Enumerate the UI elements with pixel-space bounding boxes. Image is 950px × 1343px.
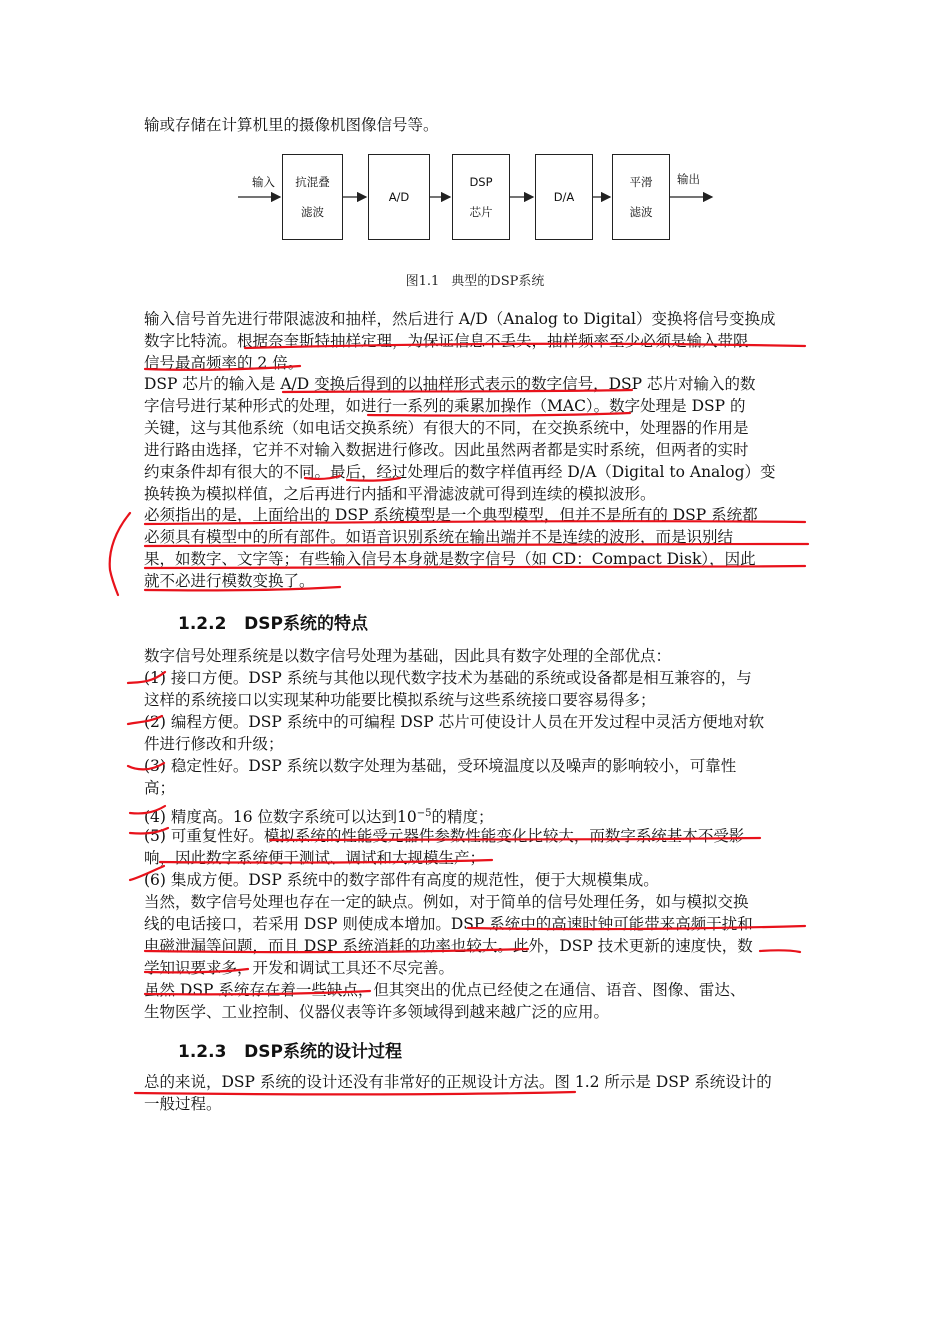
figure-caption: 图1.1 典型的DSP系统 [405, 274, 545, 289]
smoothing-filter-block: 平滑 滤波 [612, 154, 670, 240]
section-heading-1-2-2: 1.2.2 DSP系统的特点 [178, 614, 368, 634]
dsp-chip-block: DSP 芯片 [452, 154, 510, 240]
features-list: 数字信号处理系统是以数字信号处理为基础，因此具有数字处理的全部优点： (1) 接口方便。DSP 系统与其他以现代数字技术为基础的系统或设备都是相互兼容的，与 这样的系统接口以实现某种功能要比模拟系统与这些系统接口要容易得多； (2) 编程方便。DSP 系统中的可编程 DSP 芯片可使设计人员在开发过程中灵活方便地对软 件进行修改和升级； (3) 稳定性好。DSP 系统以数字处理为基础，受环境温度以及噪声的影响较小，可靠性 高； (4) 精度高。16 位数字系统可以达到$10^{-5}$的精度； (5) 可重复性好。模拟系统的性能受元器件参数性能变化比较大，而数字系统基本不受影 响，因此数字系统便于测试、调试和大规模生产； (6) 集成方便。DSP 系统中的数字部件有高度的规范性，便于大规模集成。 当然，数字信号处理也存在一定的缺点。例如，对于简单的信号处理任务，如与模拟交换 线的电话接口，若采用 DSP 则使成本增加。DSP 系统中的高速时钟可能带来高频干扰和 电磁泄漏等问题，而且 DSP 系统消耗的功率也较大。此外，DSP 技术更新的速度快，数 学知识要求多，开发和调试工具还不尽完善。 虽然 DSP 系统存在着一些缺点，但其突出的优点已经使之在通信、语音、图像、雷达、 生物医学、工业控制、仪器仪表等许多领域得到越来越广泛的应用。 [144, 645, 804, 1023]
paragraph-model-note: 必须指出的是，上面给出的 DSP 系统模型是一个典型模型，但并不是所有的 DSP 系统都 必须具有模型中的所有部件。如语音识别系统在输出端并不是连续的波形，而是识别结 果，如数字、文字等；有些输入信号本身就是数字信号（如 CD：Compact Disk），因此 就不必进行模数变换了。 [144, 506, 758, 590]
paragraph-dsp-chip: DSP 芯片的输入是 A/D 变换后得到的以抽样形式表示的数字信号，DSP 芯片对输入的数 字信号进行某种形式的处理，如进行一系列的乘累加操作（MAC）。数字处理是 DSP 的 关键，这与其他系统（如电话交换系统）有很大的不同，在交换系统中，处理器的作用是 进行路由选择，它并不对输入数据进行修改。因此虽然两者都是实时系统，但两者的实时 约束条件却有很大的不同。最后，经过处理后的数字样值再经 D/A（Digital to Analog）变 换转换为模拟样值，之后再进行内插和平滑滤波就可得到连续的模拟波形。 [144, 375, 776, 503]
input-label: 输入 [252, 175, 275, 189]
paragraph-design-process: 总的来说，DSP 系统的设计还没有非常好的正规设计方法。图 1.2 所示是 DSP 系统设计的 一般过程。 [144, 1073, 772, 1113]
output-label: 输出 [677, 172, 700, 186]
anti-alias-filter-block: 抗混叠 滤波 [282, 154, 343, 240]
paragraph-signal-flow: 输入信号首先进行带限滤波和抽样，然后进行 A/D（Analog to Digital）变换将信号变换成 数字比特流。根据奈奎斯特抽样定理，为保证信息不丢失，抽样频率至少必须是输入带限 信号最高频率的 2 倍。 [144, 310, 776, 372]
section-heading-1-2-3: 1.2.3 DSP系统的设计过程 [178, 1042, 402, 1062]
figure-1-1 [0, 0, 950, 300]
intro-line: 输或存储在计算机里的摄像机图像信号等。 [144, 116, 439, 134]
da-block: D/A [535, 154, 593, 240]
bracket-model-note [110, 513, 130, 595]
feature-precision: (4) 精度高。16 位数字系统可以达到$10^{-5}$的精度； [144, 808, 494, 825]
ad-block: A/D [368, 154, 430, 240]
figure-arrows [0, 0, 950, 300]
